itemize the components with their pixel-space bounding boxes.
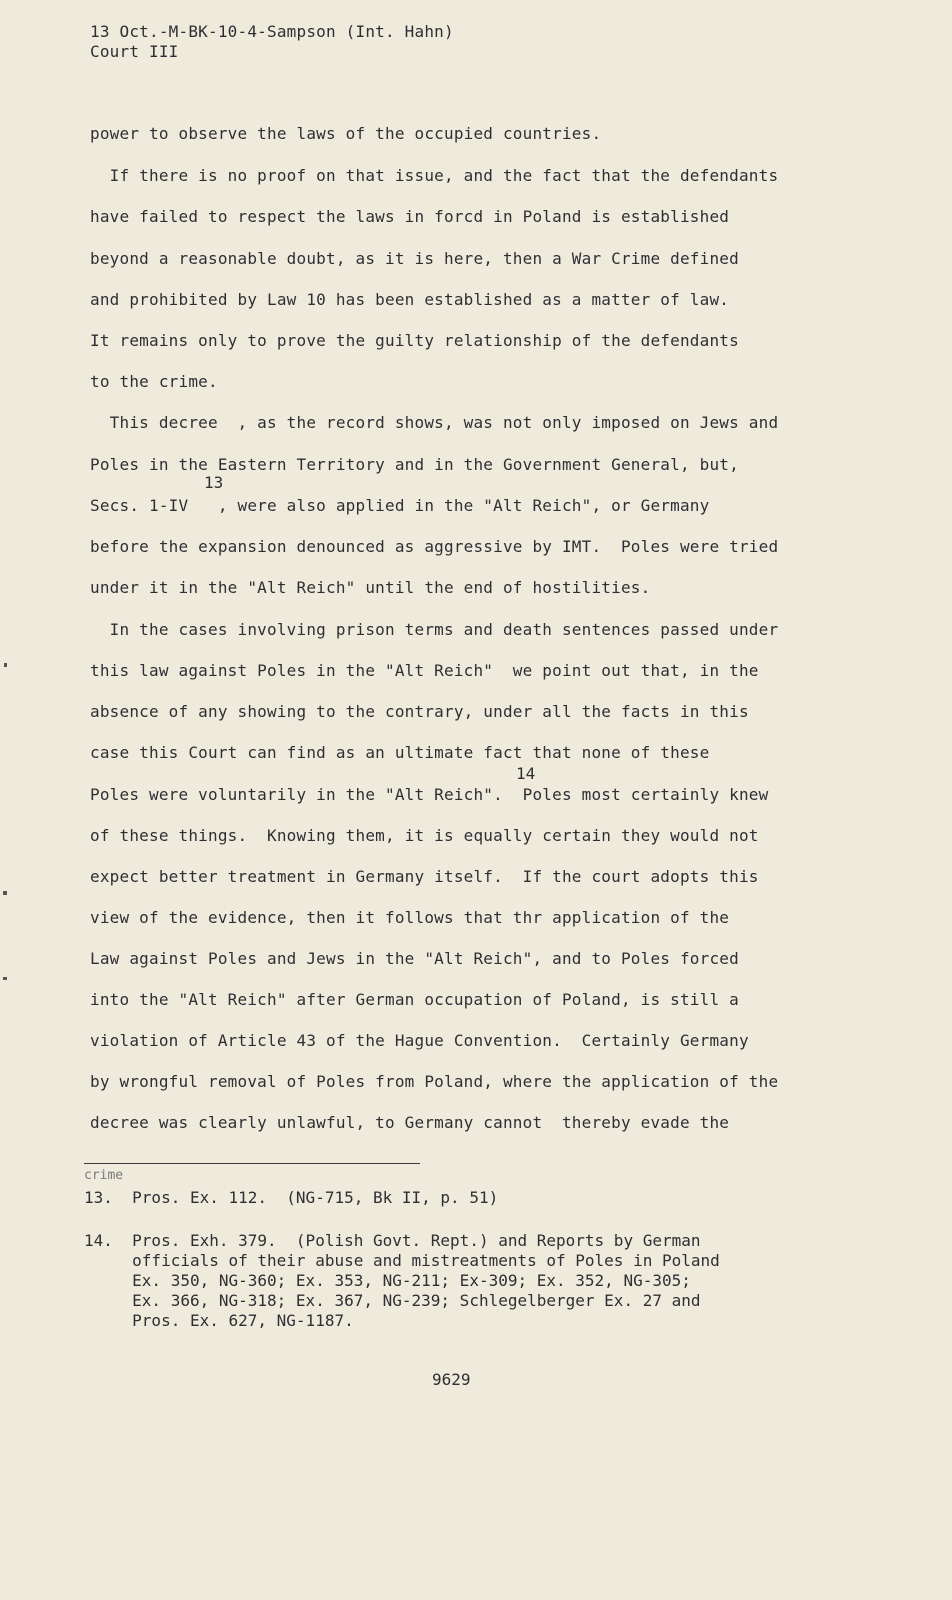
footnote-13: 13. Pros. Ex. 112. (NG-715, Bk II, p. 51) bbox=[84, 1188, 499, 1207]
body-line: Law against Poles and Jews in the "Alt Reich", and to Poles forced bbox=[90, 949, 739, 968]
body-line: this law against Poles in the "Alt Reich" we point out that, in the bbox=[90, 661, 759, 680]
footnote-14-line: officials of their abuse and mistreatments of Poles in Poland bbox=[84, 1251, 720, 1270]
body-line: case this Court can find as an ultimate fact that none of these bbox=[90, 743, 710, 762]
body-line: of these things. Knowing them, it is equally certain they would not bbox=[90, 826, 759, 845]
body-line: and prohibited by Law 10 has been established as a matter of law. bbox=[90, 290, 730, 309]
footnote-14-line: Ex. 350, NG-360; Ex. 353, NG-211; Ex-309; Ex. 352, NG-305; bbox=[84, 1271, 691, 1290]
page-number: 9629 bbox=[432, 1370, 471, 1389]
body-line: by wrongful removal of Poles from Poland, where the application of the bbox=[90, 1072, 779, 1091]
footnote-ref-14: 14 bbox=[516, 764, 536, 783]
margin-mark bbox=[3, 977, 7, 980]
footnote-separator bbox=[84, 1163, 420, 1164]
body-line: It remains only to prove the guilty relationship of the defendants bbox=[90, 331, 739, 350]
body-line: Poles were voluntarily in the "Alt Reich". Poles most certainly knew bbox=[90, 785, 769, 804]
body-line: absence of any showing to the contrary, under all the facts in this bbox=[90, 702, 749, 721]
footnote-14-line: Ex. 366, NG-318; Ex. 367, NG-239; Schlegelberger Ex. 27 and bbox=[84, 1291, 701, 1310]
body-line: view of the evidence, then it follows that thr application of the bbox=[90, 908, 730, 927]
body-line: to the crime. bbox=[90, 372, 218, 391]
body-line: In the cases involving prison terms and death sentences passed under bbox=[90, 620, 779, 639]
body-line: Poles in the Eastern Territory and in the Government General, but, bbox=[90, 455, 739, 474]
footnote-14-line: Pros. Ex. 627, NG-1187. bbox=[84, 1311, 354, 1330]
body-line: under it in the "Alt Reich" until the end of hostilities. bbox=[90, 578, 651, 597]
body-line: This decree , as the record shows, was not only imposed on Jews and bbox=[90, 413, 779, 432]
body-line: If there is no proof on that issue, and the fact that the defendants bbox=[90, 166, 779, 185]
body-line: have failed to respect the laws in forcd in Poland is established bbox=[90, 207, 730, 226]
header-line-2: Court III bbox=[90, 42, 179, 61]
footnote-14-line: 14. Pros. Exh. 379. (Polish Govt. Rept.) and Reports by German bbox=[84, 1231, 701, 1250]
body-line: decree was clearly unlawful, to Germany cannot thereby evade the bbox=[90, 1113, 730, 1132]
body-line: Secs. 1-IV , were also applied in the "Alt Reich", or Germany bbox=[90, 496, 710, 515]
header-line-1: 13 Oct.-M-BK-10-4-Sampson (Int. Hahn) bbox=[90, 22, 454, 41]
body-line: into the "Alt Reich" after German occupation of Poland, is still a bbox=[90, 990, 739, 1009]
footnote-ref-13: 13 bbox=[204, 473, 224, 492]
body-line: before the expansion denounced as aggressive by IMT. Poles were tried bbox=[90, 537, 779, 556]
margin-mark bbox=[4, 663, 7, 667]
carryover-word: crime bbox=[84, 1168, 124, 1183]
body-line: violation of Article 43 of the Hague Convention. Certainly Germany bbox=[90, 1031, 749, 1050]
margin-mark bbox=[3, 891, 7, 895]
body-line: expect better treatment in Germany itself. If the court adopts this bbox=[90, 867, 759, 886]
body-line: beyond a reasonable doubt, as it is here, then a War Crime defined bbox=[90, 249, 739, 268]
body-line: power to observe the laws of the occupied countries. bbox=[90, 124, 602, 143]
